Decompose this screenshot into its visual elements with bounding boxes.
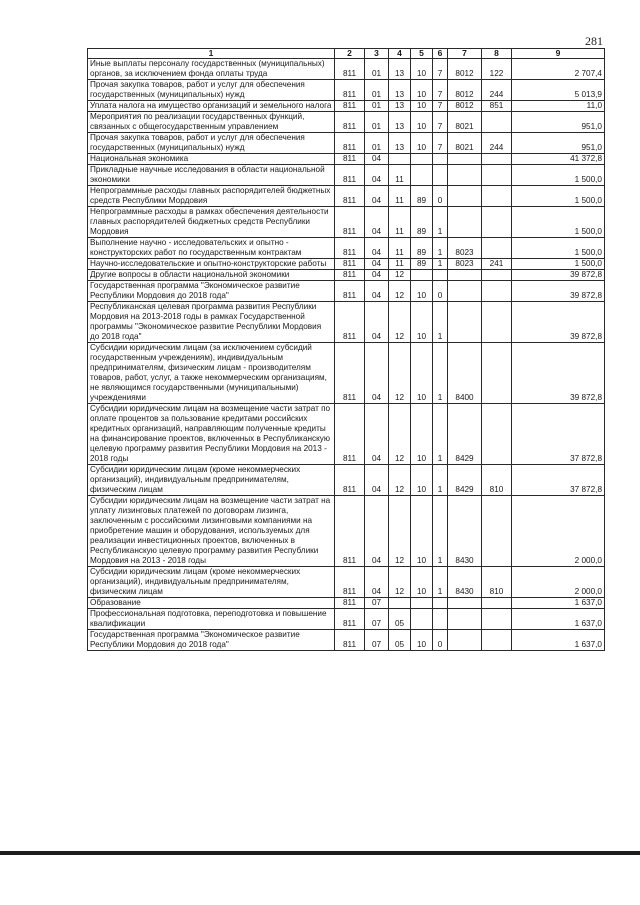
cell-subprogram: 1 — [433, 238, 448, 259]
table-row — [88, 80, 605, 101]
table-row — [88, 404, 605, 465]
cell-amount: 39 872,8 — [512, 281, 605, 302]
cell-subprogram: 7 — [433, 133, 448, 154]
cell-amount: 1 500,0 — [512, 207, 605, 238]
cell-section: 01 — [365, 59, 389, 80]
cell-program — [411, 165, 433, 186]
cell-section: 07 — [365, 598, 389, 609]
cell-expense-type — [482, 630, 512, 651]
cell-target-item: 8012 — [448, 101, 482, 112]
cell-subprogram: 0 — [433, 281, 448, 302]
cell-amount: 2 000,0 — [512, 496, 605, 567]
cell-amount: 2 707,4 — [512, 59, 605, 80]
cell-amount: 2 000,0 — [512, 567, 605, 598]
header-cell: 1 — [88, 49, 335, 59]
cell-expense-type — [482, 598, 512, 609]
cell-section: 07 — [365, 609, 389, 630]
cell-amount: 951,0 — [512, 133, 605, 154]
table-body — [88, 59, 605, 651]
cell-subsection: 13 — [389, 101, 411, 112]
cell-subprogram: 0 — [433, 186, 448, 207]
cell-section: 04 — [365, 165, 389, 186]
row-description: Субсидии юридическим лицам на возмещение части затрат на уплату лизинговых платежей по договорам лизинга, заключенным с российскими лизинговыми компаниями на приобретение машин и оборудования, используемых для реализации инвестиционных проектов, включенных в Республиканскую целевую программу развития Республики Мордовия на 2013 - 2018 годы — [88, 496, 335, 567]
header-cell: 4 — [389, 49, 411, 59]
cell-amount: 1 500,0 — [512, 238, 605, 259]
cell-subprogram — [433, 609, 448, 630]
cell-subprogram: 7 — [433, 59, 448, 80]
cell-target-item: 8012 — [448, 59, 482, 80]
row-description: Прикладные научные исследования в области национальной экономики — [88, 165, 335, 186]
cell-subsection: 12 — [389, 270, 411, 281]
cell-target-item: 8430 — [448, 496, 482, 567]
cell-ministry-code: 811 — [335, 101, 365, 112]
row-description: Непрограммные расходы в рамках обеспечения деятельности главных распорядителей бюджетных средств Республики Мордовия — [88, 207, 335, 238]
cell-program: 10 — [411, 281, 433, 302]
cell-target-item — [448, 609, 482, 630]
cell-target-item — [448, 165, 482, 186]
cell-target-item: 8400 — [448, 343, 482, 404]
cell-subsection: 05 — [389, 609, 411, 630]
table-row — [88, 207, 605, 238]
cell-expense-type — [482, 496, 512, 567]
cell-ministry-code: 811 — [335, 343, 365, 404]
cell-subsection: 11 — [389, 238, 411, 259]
cell-subsection: 13 — [389, 59, 411, 80]
table-row — [88, 567, 605, 598]
cell-subprogram — [433, 154, 448, 165]
cell-section: 04 — [365, 186, 389, 207]
row-description: Прочая закупка товаров, работ и услуг для обеспечения государственных (муниципальных) нужд — [88, 80, 335, 101]
cell-section: 07 — [365, 630, 389, 651]
cell-subsection: 13 — [389, 80, 411, 101]
row-description: Субсидии юридическим лицам (кроме некоммерческих организаций), индивидуальным предпринимателям, физическим лицам — [88, 465, 335, 496]
cell-subprogram — [433, 165, 448, 186]
row-description: Профессиональная подготовка, переподготовка и повышение квалификации — [88, 609, 335, 630]
cell-amount: 39 872,8 — [512, 270, 605, 281]
cell-target-item — [448, 186, 482, 207]
cell-subprogram: 1 — [433, 207, 448, 238]
cell-program: 10 — [411, 496, 433, 567]
header-cell: 7 — [448, 49, 482, 59]
table-row — [88, 238, 605, 259]
cell-program: 89 — [411, 207, 433, 238]
cell-subsection: 12 — [389, 343, 411, 404]
cell-subsection: 11 — [389, 165, 411, 186]
cell-subprogram — [433, 598, 448, 609]
table-row — [88, 186, 605, 207]
cell-amount: 1 500,0 — [512, 186, 605, 207]
cell-amount: 39 872,8 — [512, 302, 605, 343]
cell-expense-type — [482, 154, 512, 165]
row-description: Научно-исследовательские и опытно-конструкторские работы — [88, 259, 335, 270]
cell-expense-type: 810 — [482, 567, 512, 598]
cell-subprogram: 7 — [433, 112, 448, 133]
cell-subsection: 12 — [389, 302, 411, 343]
cell-section: 04 — [365, 270, 389, 281]
table-row — [88, 59, 605, 80]
table-row — [88, 101, 605, 112]
cell-program: 10 — [411, 133, 433, 154]
row-description: Субсидии юридическим лицам (кроме некоммерческих организаций), индивидуальным предпринимателям, физическим лицам — [88, 567, 335, 598]
cell-program: 10 — [411, 404, 433, 465]
cell-expense-type: 244 — [482, 133, 512, 154]
cell-ministry-code: 811 — [335, 59, 365, 80]
table-row — [88, 270, 605, 281]
cell-target-item: 8429 — [448, 404, 482, 465]
cell-program: 10 — [411, 101, 433, 112]
cell-subsection — [389, 154, 411, 165]
cell-subprogram: 1 — [433, 567, 448, 598]
cell-expense-type: 241 — [482, 259, 512, 270]
cell-target-item: 8021 — [448, 112, 482, 133]
table-row — [88, 465, 605, 496]
cell-subsection: 12 — [389, 281, 411, 302]
cell-amount: 1 637,0 — [512, 630, 605, 651]
cell-program: 89 — [411, 259, 433, 270]
cell-expense-type — [482, 270, 512, 281]
cell-amount: 5 013,9 — [512, 80, 605, 101]
table-row — [88, 133, 605, 154]
cell-target-item: 8021 — [448, 133, 482, 154]
cell-subsection: 05 — [389, 630, 411, 651]
cell-subprogram: 7 — [433, 101, 448, 112]
table-row — [88, 259, 605, 270]
cell-subsection — [389, 598, 411, 609]
cell-subprogram: 0 — [433, 630, 448, 651]
cell-subsection: 12 — [389, 567, 411, 598]
cell-amount: 41 372,8 — [512, 154, 605, 165]
cell-subprogram — [433, 270, 448, 281]
row-description: Прочая закупка товаров, работ и услуг для обеспечения государственных (муниципальных) нужд — [88, 133, 335, 154]
cell-program: 10 — [411, 630, 433, 651]
cell-ministry-code: 811 — [335, 112, 365, 133]
row-description: Образование — [88, 598, 335, 609]
cell-program: 89 — [411, 186, 433, 207]
cell-section: 01 — [365, 101, 389, 112]
cell-amount: 1 637,0 — [512, 609, 605, 630]
cell-section: 04 — [365, 281, 389, 302]
cell-program: 10 — [411, 567, 433, 598]
row-description: Национальная экономика — [88, 154, 335, 165]
cell-expense-type — [482, 302, 512, 343]
cell-section: 04 — [365, 154, 389, 165]
cell-expense-type — [482, 343, 512, 404]
cell-expense-type — [482, 207, 512, 238]
cell-ministry-code: 811 — [335, 567, 365, 598]
table-row — [88, 281, 605, 302]
table-row — [88, 598, 605, 609]
row-description: Мероприятия по реализации государственных функций, связанных с общегосударственным управлением — [88, 112, 335, 133]
cell-expense-type — [482, 165, 512, 186]
cell-subprogram: 1 — [433, 343, 448, 404]
table-row — [88, 302, 605, 343]
cell-subprogram: 1 — [433, 465, 448, 496]
header-row — [88, 49, 605, 59]
cell-target-item: 8023 — [448, 238, 482, 259]
row-description: Субсидии юридическим лицам на возмещение части затрат по оплате процентов за пользование кредитами российских кредитных организаций, направляющим полученные кредиты на финансирование проектов, включенных в Республиканскую целевую программу развития Республики Мордовия на 2013 - 2018 годы — [88, 404, 335, 465]
cell-ministry-code: 811 — [335, 238, 365, 259]
cell-section: 01 — [365, 80, 389, 101]
cell-expense-type: 851 — [482, 101, 512, 112]
header-cell: 5 — [411, 49, 433, 59]
cell-ministry-code: 811 — [335, 496, 365, 567]
header-cell: 6 — [433, 49, 448, 59]
cell-subprogram: 1 — [433, 496, 448, 567]
header-cell: 2 — [335, 49, 365, 59]
cell-expense-type: 122 — [482, 59, 512, 80]
cell-ministry-code: 811 — [335, 404, 365, 465]
cell-ministry-code: 811 — [335, 186, 365, 207]
cell-ministry-code: 811 — [335, 207, 365, 238]
row-description: Государственная программа "Экономическое развитие Республики Мордовия до 2018 года" — [88, 281, 335, 302]
cell-program: 89 — [411, 238, 433, 259]
cell-ministry-code: 811 — [335, 80, 365, 101]
cell-subsection: 11 — [389, 186, 411, 207]
cell-section: 04 — [365, 465, 389, 496]
cell-section: 04 — [365, 259, 389, 270]
cell-amount: 39 872,8 — [512, 343, 605, 404]
row-description: Выполнение научно - исследовательских и опытно - конструкторских работ по государственным контрактам — [88, 238, 335, 259]
cell-target-item — [448, 207, 482, 238]
cell-section: 04 — [365, 567, 389, 598]
cell-program — [411, 609, 433, 630]
cell-subsection: 12 — [389, 496, 411, 567]
cell-expense-type — [482, 112, 512, 133]
table-row — [88, 630, 605, 651]
cell-target-item — [448, 281, 482, 302]
cell-program: 10 — [411, 465, 433, 496]
cell-target-item: 8023 — [448, 259, 482, 270]
cell-subprogram: 7 — [433, 80, 448, 101]
cell-amount: 1 500,0 — [512, 259, 605, 270]
cell-amount: 37 872,8 — [512, 404, 605, 465]
cell-amount: 11,0 — [512, 101, 605, 112]
cell-section: 04 — [365, 343, 389, 404]
cell-expense-type: 244 — [482, 80, 512, 101]
cell-expense-type: 810 — [482, 465, 512, 496]
table-row — [88, 112, 605, 133]
row-description: Непрограммные расходы главных распорядителей бюджетных средств Республики Мордовия — [88, 186, 335, 207]
header-cell: 8 — [482, 49, 512, 59]
cell-amount: 37 872,8 — [512, 465, 605, 496]
cell-subprogram: 1 — [433, 302, 448, 343]
cell-target-item — [448, 598, 482, 609]
cell-subprogram: 1 — [433, 404, 448, 465]
table-row — [88, 343, 605, 404]
header-cell: 9 — [512, 49, 605, 59]
cell-target-item — [448, 154, 482, 165]
cell-expense-type — [482, 609, 512, 630]
cell-section: 01 — [365, 112, 389, 133]
cell-ministry-code: 811 — [335, 259, 365, 270]
cell-expense-type — [482, 281, 512, 302]
cell-ministry-code: 811 — [335, 630, 365, 651]
cell-section: 04 — [365, 302, 389, 343]
cell-section: 04 — [365, 404, 389, 465]
cell-program — [411, 598, 433, 609]
cell-ministry-code: 811 — [335, 165, 365, 186]
table-row — [88, 154, 605, 165]
header-cell: 3 — [365, 49, 389, 59]
row-description: Иные выплаты персоналу государственных (муниципальных) органов, за исключением фонда оплаты труда — [88, 59, 335, 80]
bottom-rule — [0, 851, 640, 855]
cell-program: 10 — [411, 59, 433, 80]
cell-expense-type — [482, 404, 512, 465]
cell-section: 04 — [365, 207, 389, 238]
cell-program: 10 — [411, 112, 433, 133]
cell-subsection: 11 — [389, 259, 411, 270]
budget-table — [87, 48, 605, 651]
cell-amount: 1 637,0 — [512, 598, 605, 609]
row-description: Республиканская целевая программа развития Республики Мордовия на 2013-2018 годы в рамках Государственной программы "Экономическое развитие Республики Мордовия до 2018 года" — [88, 302, 335, 343]
cell-ministry-code: 811 — [335, 281, 365, 302]
cell-ministry-code: 811 — [335, 465, 365, 496]
page-number: 281 — [585, 34, 603, 48]
cell-subsection: 13 — [389, 133, 411, 154]
cell-amount: 1 500,0 — [512, 165, 605, 186]
cell-subsection: 11 — [389, 207, 411, 238]
cell-ministry-code: 811 — [335, 270, 365, 281]
cell-program: 10 — [411, 302, 433, 343]
cell-amount: 951,0 — [512, 112, 605, 133]
cell-ministry-code: 811 — [335, 302, 365, 343]
row-description: Государственная программа "Экономическое развитие Республики Мордовия до 2018 года" — [88, 630, 335, 651]
cell-subsection: 13 — [389, 112, 411, 133]
cell-program — [411, 154, 433, 165]
cell-section: 04 — [365, 496, 389, 567]
cell-program: 10 — [411, 343, 433, 404]
cell-section: 01 — [365, 133, 389, 154]
table-row — [88, 165, 605, 186]
table-row — [88, 609, 605, 630]
row-description: Уплата налога на имущество организаций и земельного налога — [88, 101, 335, 112]
row-description: Субсидии юридическим лицам (за исключением субсидий государственным учреждениям), индивидуальным предпринимателям, физическим лицам - производителям товаров, работ, услуг, а также некоммерческим организациям, не являющимся государственными (муниципальными) учреждениями — [88, 343, 335, 404]
cell-target-item — [448, 302, 482, 343]
cell-subsection: 12 — [389, 404, 411, 465]
cell-subprogram: 1 — [433, 259, 448, 270]
cell-expense-type — [482, 186, 512, 207]
cell-program — [411, 270, 433, 281]
cell-target-item — [448, 630, 482, 651]
cell-ministry-code: 811 — [335, 133, 365, 154]
cell-ministry-code: 811 — [335, 154, 365, 165]
cell-ministry-code: 811 — [335, 598, 365, 609]
cell-target-item — [448, 270, 482, 281]
cell-target-item: 8429 — [448, 465, 482, 496]
cell-subsection: 12 — [389, 465, 411, 496]
cell-section: 04 — [365, 238, 389, 259]
cell-ministry-code: 811 — [335, 609, 365, 630]
cell-expense-type — [482, 238, 512, 259]
row-description: Другие вопросы в области национальной экономики — [88, 270, 335, 281]
cell-target-item: 8430 — [448, 567, 482, 598]
table-row — [88, 496, 605, 567]
cell-program: 10 — [411, 80, 433, 101]
cell-target-item: 8012 — [448, 80, 482, 101]
